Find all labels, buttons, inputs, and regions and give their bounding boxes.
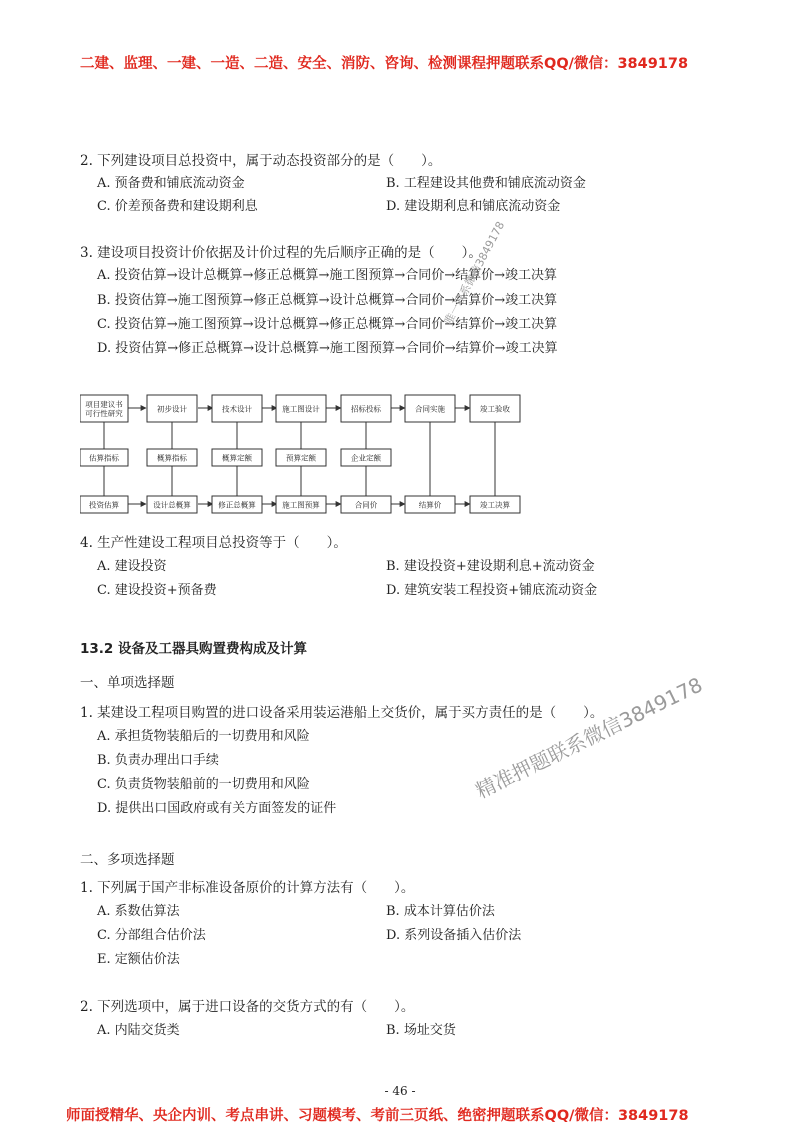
watermark-small: 唯一联系微信3849178 (441, 219, 508, 328)
question-4-option-d: D. 建筑安装工程投资+铺底流动资金 (386, 583, 598, 598)
multi-question-1-option-e: E. 定额估价法 (97, 952, 180, 967)
diagram-middle-label-5: 企业定额 (351, 453, 381, 463)
multi-choice-heading: 二、多项选择题 (80, 852, 175, 868)
multi-question-2-option-a: A. 内陆交货类 (97, 1023, 180, 1038)
diagram-top-label-6: 合同实施 (415, 404, 445, 414)
diagram-bottom-label-3: 修正总概算 (218, 500, 256, 510)
diagram-top-label-5: 招标投标 (351, 404, 381, 414)
diagram-top-label-7: 竣工验收 (480, 404, 510, 414)
question-4-option-c: C. 建设投资+预备费 (97, 583, 217, 598)
diagram-top-label-4: 施工图设计 (282, 404, 320, 414)
multi-question-2-stem: 2. 下列选项中，属于进口设备的交货方式的有（ ）。 (80, 999, 415, 1015)
multi-question-1-option-b: B. 成本计算估价法 (386, 904, 495, 919)
single-question-1-option-a: A. 承担货物装船后的一切费用和风险 (97, 729, 310, 744)
multi-question-2-option-b: B. 场址交货 (386, 1023, 456, 1038)
diagram-middle-label-3: 概算定额 (222, 453, 252, 463)
diagram-bottom-label-6: 结算价 (418, 500, 442, 510)
diagram-top-label-1: 可行性研究 (85, 409, 123, 418)
multi-question-1-option-a: A. 系数估算法 (97, 904, 180, 919)
question-3-option-b: B. 投资估算→施工图预算→修正总概算→设计总概算→合同价→结算价→竣工决算 (97, 293, 558, 308)
question-3-option-a: A. 投资估算→设计总概算→修正总概算→施工图预算→合同价→结算价→竣工决算 (97, 268, 558, 283)
diagram-top-label-2: 初步设计 (157, 404, 187, 414)
diagram-top-label-1: 项目建议书 (85, 400, 123, 409)
diagram-top-label-3: 技术设计 (222, 404, 252, 414)
question-3-option-c: C. 投资估算→施工图预算→设计总概算→修正总概算→合同价→结算价→竣工决算 (97, 317, 558, 332)
question-4-option-b: B. 建设投资+建设期利息+流动资金 (386, 559, 595, 574)
question-2-option-a: A. 预备费和铺底流动资金 (97, 176, 245, 191)
question-2-option-c: C. 价差预备费和建设期利息 (97, 199, 258, 214)
footer-banner: 师面授精华、央企内训、考点串讲、习题模考、考前三页纸、绝密押题联系QQ/微信：3849178 (66, 1108, 689, 1124)
question-2-stem: 2. 下列建设项目总投资中，属于动态投资部分的是（ ）。 (80, 153, 442, 169)
question-2-option-b: B. 工程建设其他费和铺底流动资金 (386, 176, 586, 191)
question-4-stem: 4. 生产性建设工程项目总投资等于（ ）。 (80, 535, 347, 551)
question-4-option-a: A. 建设投资 (97, 559, 167, 574)
diagram-bottom-label-1: 投资估算 (89, 500, 119, 510)
header-banner: 二建、监理、一建、一造、二造、安全、消防、咨询、检测课程押题联系QQ/微信：3849178 (80, 56, 689, 72)
question-3-option-d: D. 投资估算→修正总概算→设计总概算→施工图预算→合同价→结算价→竣工决算 (97, 341, 558, 356)
single-choice-heading: 一、单项选择题 (80, 675, 175, 691)
multi-question-1-option-c: C. 分部组合估价法 (97, 928, 206, 943)
diagram-bottom-label-2: 设计总概算 (153, 500, 191, 510)
page-number: - 46 - (384, 1084, 416, 1098)
single-question-1-option-c: C. 负责货物装船前的一切费用和风险 (97, 777, 310, 792)
section-title: 13.2 设备及工器具购置费构成及计算 (80, 641, 308, 657)
multi-question-1-stem: 1. 下列属于国产非标准设备原价的计算方法有（ ）。 (80, 880, 415, 896)
diagram-bottom-label-7: 竣工决算 (480, 500, 510, 510)
diagram-middle-label-1: 估算指标 (89, 453, 119, 463)
multi-question-1-option-d: D. 系列设备插入估价法 (386, 928, 522, 943)
question-2-option-d: D. 建设期利息和铺底流动资金 (386, 199, 561, 214)
single-question-1-option-b: B. 负责办理出口手续 (97, 753, 219, 768)
single-question-1-stem: 1. 某建设工程项目购置的进口设备采用装运港船上交货价，属于买方责任的是（ ）。 (80, 705, 604, 721)
diagram-middle-label-2: 概算指标 (157, 453, 187, 463)
question-3-stem: 3. 建设项目投资计价依据及计价过程的先后顺序正确的是（ ）。 (80, 245, 482, 261)
diagram-middle-label-4: 预算定额 (286, 453, 316, 463)
diagram-bottom-label-4: 施工图预算 (282, 500, 320, 510)
diagram-bottom-label-5: 合同价 (354, 500, 378, 510)
single-question-1-option-d: D. 提供出口国政府或有关方面签发的证件 (97, 801, 337, 816)
watermark-large: 精准押题联系微信3849178 (471, 672, 707, 804)
cost-process-diagram (80, 388, 540, 524)
